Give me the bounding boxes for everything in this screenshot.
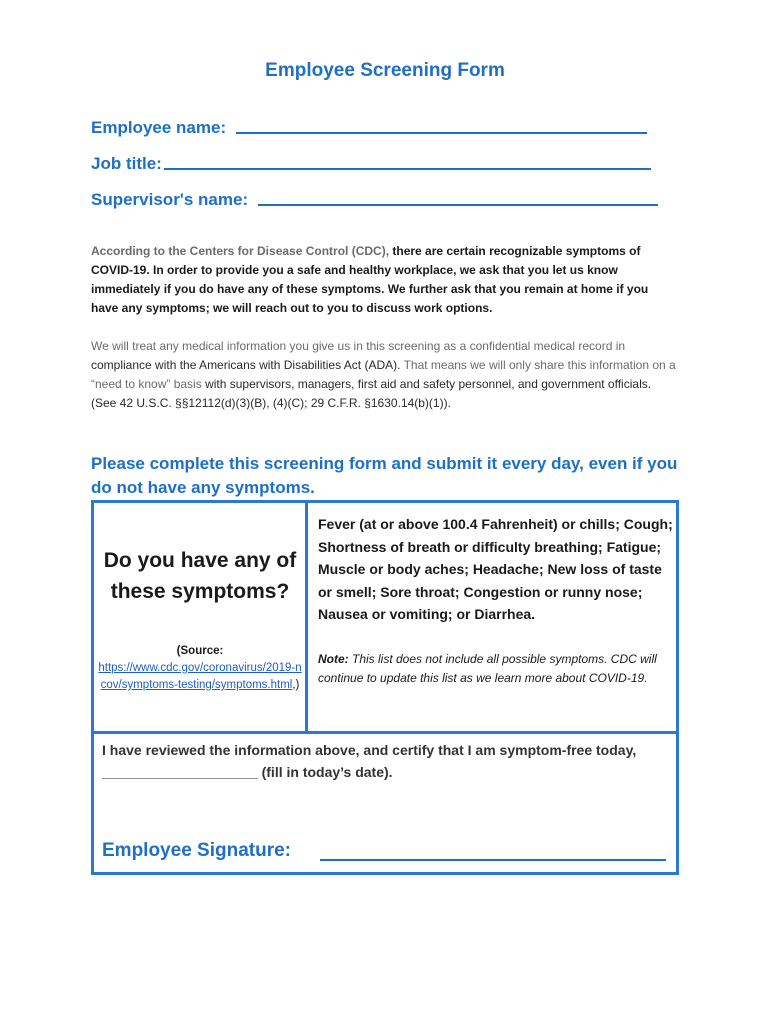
note-text: This list does not include all possible symptoms. CDC will continue to update this list as we learn more about COVID-19. (318, 651, 657, 685)
symptoms-cell (318, 513, 673, 688)
employee-name-field[interactable] (91, 118, 681, 138)
conf-part-3: That means we will only share this information on a “need to know” basis (91, 358, 676, 391)
symptom-note (318, 650, 673, 688)
symptom-question: Do you have any of these symptoms? (103, 549, 297, 603)
job-title-field[interactable] (91, 154, 681, 174)
signature-label: Employee Signature: (102, 840, 291, 861)
supervisor-name-line[interactable] (258, 204, 658, 206)
certification-statement[interactable]: I have reviewed the information above, and certify that I am symptom-free today, ____________________ (fill in today’s date). (102, 742, 637, 780)
instruction-heading: Please complete this screening form and submit it every day, even if you do not have any symptoms. (91, 454, 678, 497)
supervisor-name-label: Supervisor's name: (91, 190, 249, 209)
conf-part-4: with supervisors, managers, first aid and safety personnel, and government officials. (See 42 U.S.C. §§12112(d)(3)(B), (4)(C); 29 C.F.R. §1630.14(b)(1)). (91, 377, 652, 410)
note-label: Note: (318, 651, 349, 666)
confidentiality-paragraph (91, 337, 676, 413)
box-horizontal-divider (94, 731, 676, 734)
intro-rest-text: there are certain recognizable symptoms of COVID-19. In order to provide you a safe and healthy workplace, we ask that you let us know immediately if you do have any of these symptoms. We further ask that you remain at home if you have any symptoms; we will reach out to you to discuss work options. (91, 244, 649, 315)
job-title-line[interactable] (164, 168, 651, 170)
employee-name-line[interactable] (236, 132, 647, 134)
conf-part-1: We will treat any medical information you give us in this screening as a confidential medical record in (91, 339, 626, 353)
cdc-source-link[interactable]: https://www.cdc.gov/coronavirus/2019-ncov/symptoms-testing/symptoms.html (98, 662, 302, 691)
job-title-label: Job title: (91, 154, 162, 173)
symptom-checklist-box (91, 500, 679, 875)
intro-paragraph (91, 242, 676, 318)
question-cell (94, 503, 305, 731)
intro-cdc-text: According to the Centers for Disease Control (CDC), (91, 244, 390, 258)
box-vertical-divider (305, 503, 308, 731)
signature-line[interactable] (320, 859, 666, 861)
source-label: (Source: (176, 645, 224, 657)
supervisor-name-field[interactable] (91, 190, 681, 210)
source-close: ,) (292, 679, 300, 691)
form-title: Employee Screening Form (265, 60, 505, 81)
source-citation (98, 643, 302, 694)
conf-part-2: compliance with the Americans with Disabilities Act (ADA). (91, 358, 401, 372)
symptom-list: Fever (at or above 100.4 Fahrenheit) or chills; Cough; Shortness of breath or difficulty breathing; Fatigue; Muscle or body aches; Headache; New loss of taste or smell; Sore throat; Congestion or runny nose; Nausea or vomiting; or Diarrhea. (318, 516, 673, 622)
employee-name-label: Employee name: (91, 118, 227, 137)
